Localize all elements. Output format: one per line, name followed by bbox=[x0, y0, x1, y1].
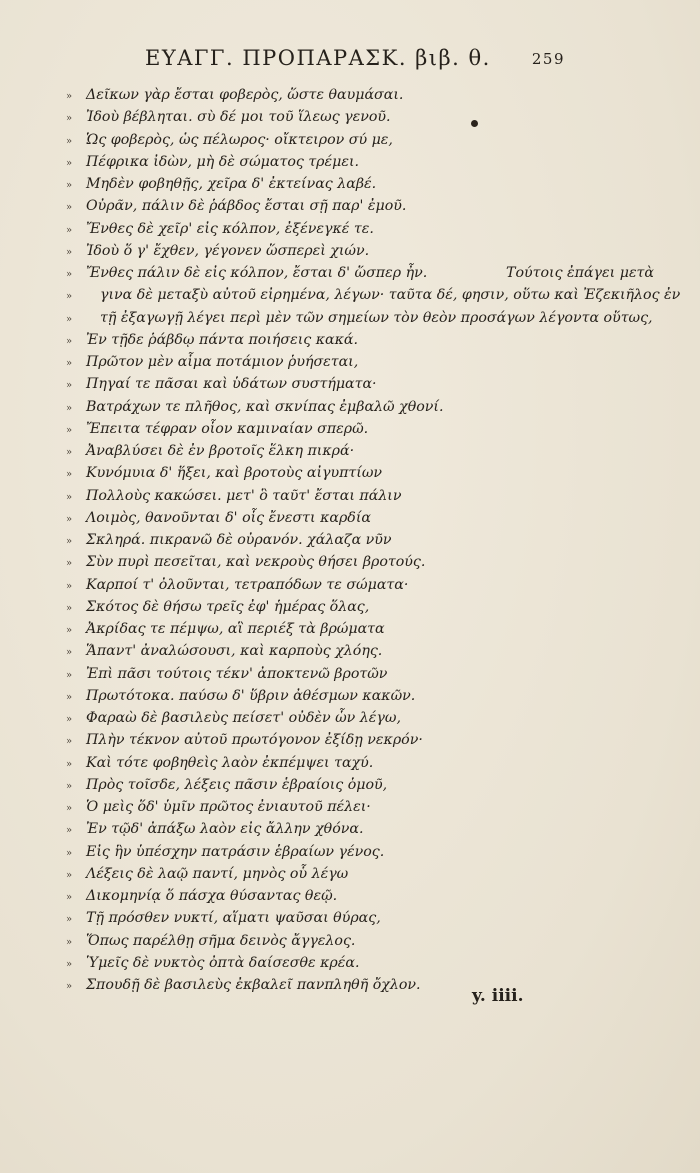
line-text: Πρῶτον μὲν αἷμα ποτάμιον ῥυήσεται, bbox=[86, 354, 359, 370]
quotation-mark: » bbox=[66, 291, 73, 303]
text-line bbox=[66, 796, 666, 818]
text-line bbox=[66, 774, 666, 796]
text-line bbox=[66, 618, 666, 640]
line-text: Σπουδῇ δὲ βασιλεὺς ἐκβαλεῖ πανπληθῆ ὄχλον. bbox=[86, 977, 421, 993]
line-text: Ὁ μεὶς ὅδ' ὑμῖν πρῶτος ἐνιαυτοῦ πέλει· bbox=[86, 799, 371, 815]
quotation-mark: » bbox=[66, 869, 73, 881]
side-text: Τούτοις ἐπάγει μετὰ bbox=[506, 265, 654, 281]
line-text: Ἐπὶ πᾶσι τούτοις τέκν' ἀποκτενῶ βροτῶν bbox=[86, 665, 388, 682]
line-text: Ὡς φοβερὸς, ὡς πέλωρος· οἴκτειρον σύ με, bbox=[86, 131, 393, 148]
text-line bbox=[66, 885, 666, 907]
text-line bbox=[66, 195, 666, 217]
line-text: Πέφρικα ἰδὼν, μὴ δὲ σώματος τρέμει. bbox=[86, 153, 360, 170]
quotation-mark: » bbox=[66, 714, 73, 725]
line-text: Ἰδοὺ ὅ γ' ἔχθεν, γέγονεν ὥσπερεὶ χιών. bbox=[86, 242, 370, 259]
quotation-mark: » bbox=[66, 358, 73, 369]
line-text: Ἀκρίδας τε πέμψω, αἳ περιέξ τὰ βρώματα bbox=[86, 621, 385, 637]
quotation-mark: » bbox=[66, 491, 73, 503]
quotation-mark: » bbox=[66, 224, 73, 236]
text-line bbox=[66, 529, 666, 551]
line-text: Κυνόμυια δ' ἥξει, καὶ βροτοὺς αἰγυπτίων bbox=[86, 465, 383, 482]
line-text: Σκότος δὲ θήσω τρεῖς ἐφ' ἡμέρας ὅλας, bbox=[86, 598, 370, 615]
quotation-mark: » bbox=[66, 380, 73, 392]
line-text: Σκληρά. πικρανῶ δὲ οὐρανόν. χάλαζα νῦν bbox=[86, 532, 392, 548]
line-text: Ἐν τῇδε ῥάβδῳ πάντα ποιήσεις κακά. bbox=[86, 331, 358, 348]
quotation-mark: » bbox=[66, 424, 73, 436]
text-line bbox=[66, 596, 666, 618]
text-line bbox=[66, 974, 666, 996]
line-text: Βατράχων τε πλῆθος, καὶ σκνίπας ἐμβαλῶ χθονί. bbox=[86, 398, 444, 415]
line-text: Φαραὼ δὲ βασιλεὺς πείσετ' οὐδὲν ὧν λέγω, bbox=[86, 710, 401, 726]
text-line bbox=[66, 284, 681, 306]
line-text: Λέξεις δὲ λαῷ παντί, μηνὸς οὗ λέγω bbox=[86, 865, 349, 882]
text-line bbox=[66, 106, 666, 128]
text-line bbox=[66, 329, 666, 351]
quotation-mark: » bbox=[66, 758, 73, 770]
line-text: Δικομηνίᾳ ὅ πάσχα θύσαντας θεῷ. bbox=[86, 888, 338, 904]
quotation-mark: » bbox=[66, 736, 73, 748]
text-line bbox=[66, 462, 666, 484]
line-text: Ἔπειτα τέφραν οἷον καμιναίαν σπερῶ. bbox=[86, 420, 369, 437]
quotation-mark: » bbox=[66, 625, 73, 636]
text-line bbox=[66, 173, 666, 195]
text-block bbox=[66, 84, 681, 996]
text-line bbox=[66, 841, 666, 863]
text-line bbox=[66, 930, 666, 952]
line-text: Ὅπως παρέλθῃ σῆμα δεινὸς ἄγγελος. bbox=[86, 932, 356, 949]
text-line bbox=[66, 663, 666, 685]
line-text: Πολλοὺς κακώσει. μετ' ὃ ταῦτ' ἔσται πάλιν bbox=[86, 487, 402, 504]
text-line bbox=[66, 440, 666, 462]
text-line bbox=[66, 307, 666, 329]
line-text: Ἐν τῷδ' ἀπάξω λαὸν εἰς ἄλλην χθόνα. bbox=[86, 821, 364, 838]
line-text: Δεῖκων γὰρ ἔσται φοβερὸς, ὥστε θαυμάσαι. bbox=[86, 87, 404, 103]
page-number: 259 bbox=[531, 50, 565, 68]
quotation-mark: » bbox=[66, 892, 73, 903]
text-line bbox=[66, 707, 666, 729]
quotation-mark: » bbox=[66, 780, 73, 792]
quotation-mark: » bbox=[66, 91, 73, 102]
line-text: Λοιμὸς, θανοῦνται δ' οἷς ἔνεστι καρδία bbox=[86, 509, 371, 526]
quotation-mark: » bbox=[66, 558, 73, 570]
quotation-mark: » bbox=[66, 135, 73, 147]
text-line bbox=[66, 485, 666, 507]
signature-mark: y. iiii. bbox=[472, 986, 524, 1006]
quotation-mark: » bbox=[66, 180, 73, 191]
line-text: Ὑμεῖς δὲ νυκτὸς ὀπτὰ δαίσεσθε κρέα. bbox=[86, 954, 360, 971]
text-line bbox=[66, 84, 666, 106]
quotation-mark: » bbox=[66, 335, 73, 347]
line-text: τῇ ἐξαγωγῇ λέγει περὶ μὲν τῶν σημείων τὸν θεὸν προσάγων λέγοντα οὕτως, bbox=[100, 309, 653, 326]
quotation-mark: » bbox=[66, 157, 73, 169]
text-line bbox=[66, 129, 666, 151]
text-line bbox=[66, 818, 666, 840]
quotation-mark: » bbox=[66, 647, 73, 659]
text-line bbox=[66, 240, 666, 262]
quotation-mark: » bbox=[66, 914, 73, 926]
line-text: Πρὸς τοῖσδε, λέξεις πᾶσιν ἑβραίοις ὁμοῦ, bbox=[86, 776, 388, 793]
quotation-mark: » bbox=[66, 803, 73, 814]
quotation-mark: » bbox=[66, 313, 73, 325]
text-line bbox=[66, 218, 666, 240]
quotation-mark: » bbox=[66, 513, 73, 525]
line-text: γινα δὲ μεταξὺ αὐτοῦ εἰρημένα, λέγων· ταῦτα δέ, φησιν, οὕτω καὶ Ἐζεκιῆλος ἐν bbox=[100, 287, 681, 304]
quotation-mark: » bbox=[66, 958, 73, 970]
running-title: ΕΥΑΓΓ. ΠΡΟΠΑΡΑΣΚ. βιβ. θ. bbox=[145, 46, 491, 70]
quotation-mark: » bbox=[66, 402, 73, 414]
quotation-mark: » bbox=[66, 269, 73, 280]
text-line bbox=[66, 351, 666, 373]
quotation-mark: » bbox=[66, 691, 73, 703]
text-line bbox=[66, 952, 666, 974]
text-line bbox=[66, 418, 666, 440]
line-text: Πλὴν τέκνον αὐτοῦ πρωτόγονον ἐξίδῃ νεκρόν· bbox=[86, 732, 423, 749]
line-text: Καὶ τότε φοβηθεὶς λαὸν ἐκπέμψει ταχύ. bbox=[86, 754, 374, 771]
text-line bbox=[66, 863, 666, 885]
quotation-mark: » bbox=[66, 113, 73, 125]
text-line bbox=[66, 373, 666, 395]
quotation-mark: » bbox=[66, 981, 73, 992]
quotation-mark: » bbox=[66, 469, 73, 481]
text-line bbox=[66, 685, 666, 707]
line-text: Εἰς ἣν ὑπέσχην πατράσιν ἑβραίων γένος. bbox=[86, 843, 385, 860]
line-text: Ἔνθες πάλιν δὲ εἰς κόλπον, ἔσται δ' ὥσπερ ἦν. bbox=[86, 265, 428, 281]
line-text: Μηδὲν φοβηθῇς, χεῖρα δ' ἐκτείνας λαβέ. bbox=[86, 176, 377, 192]
text-line bbox=[66, 507, 666, 529]
line-text: Καρποί τ' ὀλοῦνται, τετραπόδων τε σώματα· bbox=[86, 576, 409, 593]
text-line bbox=[66, 907, 666, 929]
quotation-mark: » bbox=[66, 447, 73, 458]
line-text: Σὺν πυρὶ πεσεῖται, καὶ νεκροὺς θήσει βροτούς. bbox=[86, 554, 426, 571]
text-line bbox=[66, 551, 666, 573]
line-text: Ἀναβλύσει δὲ ἐν βροτοῖς ἕλκη πικρά· bbox=[86, 443, 355, 459]
text-line bbox=[66, 729, 666, 751]
text-line bbox=[66, 151, 666, 173]
quotation-mark: » bbox=[66, 602, 73, 614]
quotation-mark: » bbox=[66, 202, 73, 214]
line-text: Ἅπαντ' ἀναλώσουσι, καὶ καρποὺς χλόης. bbox=[86, 643, 383, 660]
text-line bbox=[66, 640, 666, 662]
running-header bbox=[145, 46, 665, 76]
line-text: Πρωτότοκα. παύσω δ' ὕβριν ἀθέσμων κακῶν. bbox=[86, 687, 416, 704]
line-text: Ἔνθες δὲ χεῖρ' εἰς κόλπον, ἐξένεγκέ τε. bbox=[86, 220, 374, 237]
line-text: Ἰδοὺ βέβληται. σὺ δέ μοι τοῦ ἵλεως γενοῦ. bbox=[86, 109, 391, 126]
quotation-mark: » bbox=[66, 847, 73, 859]
quotation-mark: » bbox=[66, 936, 73, 948]
quotation-mark: » bbox=[66, 669, 73, 681]
quotation-mark: » bbox=[66, 825, 73, 837]
text-line bbox=[66, 752, 666, 774]
quotation-mark: » bbox=[66, 580, 73, 592]
line-text: Τῇ πρόσθεν νυκτί, αἵματι ψαῦσαι θύρας, bbox=[86, 910, 381, 927]
line-text: Πηγαί τε πᾶσαι καὶ ὑδάτων συστήματα· bbox=[86, 376, 377, 393]
line-text: Οὐρᾶν, πάλιν δὲ ῥάβδος ἔσται σῇ παρ' ἐμοῦ. bbox=[86, 198, 407, 215]
quotation-mark: » bbox=[66, 536, 73, 547]
text-line bbox=[66, 262, 666, 284]
text-line bbox=[66, 396, 666, 418]
quotation-mark: » bbox=[66, 246, 73, 258]
text-line bbox=[66, 574, 666, 596]
